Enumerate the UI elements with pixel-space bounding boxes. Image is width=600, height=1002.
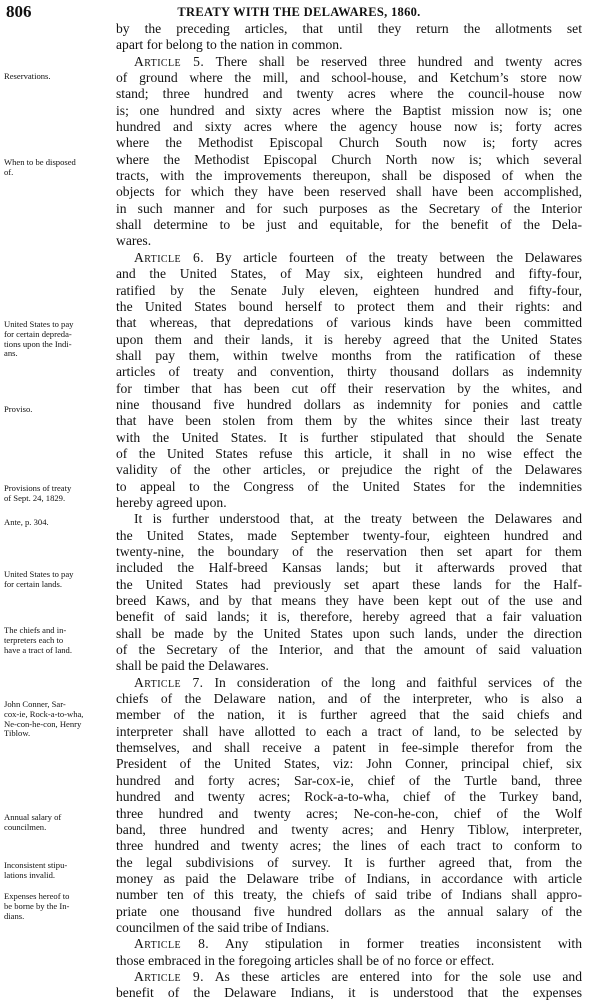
article-label: Article 7. <box>134 674 204 690</box>
line-text: themselves, and shall receive a patent in fee-simple therefor from the <box>116 740 582 756</box>
line-text: three hundred and twenty acres; the lines of each tract to conform to <box>116 838 582 854</box>
text-line <box>116 953 582 969</box>
text-line <box>116 201 582 217</box>
text-line <box>116 348 582 364</box>
line-text: the United States had previously set apart these lands for the Half- <box>116 576 582 592</box>
article-heading-line <box>116 675 582 691</box>
line-text: shall be made by the United States upon such lands, under the direction <box>116 625 582 641</box>
line-text: hereby agreed upon. <box>116 494 227 510</box>
page-header <box>6 2 592 22</box>
article-heading-line <box>116 969 582 985</box>
article-label: Article 8. <box>134 936 210 952</box>
margin-note-line: United States to pay <box>4 569 74 579</box>
margin-note-line: The chiefs and in- <box>4 625 67 635</box>
text-line <box>116 299 582 315</box>
margin-note-chiefs <box>4 626 112 655</box>
text-line <box>116 266 582 282</box>
margin-note-line: be borne by the In- <box>4 900 70 911</box>
margin-note-line: cox-ie, Rock-a-to-wha, <box>4 708 84 719</box>
line-text: hundred and sixty acres where the agency house now is; forty acres <box>116 119 582 135</box>
line-text: of ground where the mill, and school-house, and Ketchum’s store now <box>116 70 582 86</box>
text-line <box>116 642 582 658</box>
line-text: that whereas, that depredations of various kinds have been committed <box>116 315 582 331</box>
line-text: twenty-nine, the boundary of the reservation then set apart for them <box>116 544 582 559</box>
text-line <box>116 217 582 233</box>
margin-note-names <box>4 700 112 739</box>
line-text: interpreter shall have allotted to each a tract of land, to be selected by <box>116 723 582 739</box>
margin-note-line: Ne-con-he-con, Henry <box>4 718 82 729</box>
line-text: stand; three hundred and twenty acres where the council-house now <box>116 86 582 102</box>
margin-note-line: Provisions of treaty <box>4 483 72 493</box>
text-line <box>116 855 582 871</box>
text-line <box>116 577 582 593</box>
line-text: where the Methodist Episcopal Church North now is; which several <box>116 151 582 167</box>
line-text: priate one thousand five hundred dollars as the annual salary of the <box>116 903 582 919</box>
line-text: validity of the other articles, or prejudice the right of the Delawares <box>116 462 582 478</box>
text-line <box>116 904 582 920</box>
margin-note-line: tions upon the Indi- <box>4 338 72 349</box>
margin-note-inconsistent <box>4 861 112 881</box>
line-text: councilmen of the said tribe of Indians. <box>116 919 330 935</box>
line-text: shall pay them, within twelve months from the ratification of these <box>116 347 582 363</box>
line-text: As these articles are entered into for the sole use and <box>203 968 582 984</box>
line-text: apart for belong to the nation in common. <box>116 37 343 53</box>
text-line <box>116 609 582 625</box>
margin-note-line: ans. <box>4 348 18 359</box>
line-text: hundred and forty acres; Sar-cox-ie, chief of the Turtle band, three <box>116 772 582 788</box>
line-text: chiefs of the Delaware nation, and of the interpreter, who is also a <box>116 691 582 707</box>
text-line <box>116 479 582 495</box>
line-text: benefit of said lands; it is, therefore, hereby agreed that a fair valuation <box>116 609 582 625</box>
line-text: in such manner and for such purposes as the Secretary of the Interior <box>116 200 582 216</box>
text-line <box>116 152 582 168</box>
text-line <box>116 397 582 413</box>
line-text: ratified by the Senate July eleven, eighteen hundred and fifty-four, <box>116 282 582 298</box>
text-line <box>116 168 582 184</box>
line-text: band, three hundred and twenty acres; and Henry Tiblow, interpreter, <box>116 821 582 837</box>
text-line <box>116 822 582 838</box>
margin-note-ante <box>4 518 112 528</box>
line-text: articles of treaty and convention, thirty thousand dollars as indemnity <box>116 364 582 380</box>
line-text: upon them and their lands, it is hereby agreed that the United States <box>116 331 582 347</box>
margin-note-proviso <box>4 405 112 415</box>
text-line <box>116 724 582 740</box>
text-line <box>116 658 582 674</box>
article-label: Article 9. <box>134 968 204 984</box>
margin-note-line: councilmen. <box>4 821 47 832</box>
treaty-text-column <box>116 21 582 1002</box>
margin-note-line: lations invalid. <box>4 869 56 880</box>
margin-note-line: Ante, p. 304. <box>4 517 49 527</box>
article-label: Article 5. <box>134 53 205 69</box>
margin-note-reservations <box>4 72 112 82</box>
line-text: the United States, made September twenty-four, eighteen hundred and <box>116 527 582 543</box>
article-heading-line <box>116 250 582 266</box>
article-label: Article 6. <box>134 249 205 265</box>
text-line <box>116 462 582 478</box>
text-line <box>116 985 582 1001</box>
line-text: and the United States, of May six, eighteen hundred and fifty-four, <box>116 266 582 282</box>
text-line <box>116 37 582 53</box>
line-text: Any stipulation in former treaties inconsistent with <box>209 936 582 952</box>
text-line <box>116 21 582 37</box>
margin-note-depredations <box>4 320 112 359</box>
text-line <box>116 691 582 707</box>
margin-note-line: Annual salary of <box>4 812 62 822</box>
line-text: hundred and twenty acres; Rock-a-to-wha, chief of the Turkey band, <box>116 789 582 805</box>
line-text: In consideration of the long and faithful services of the <box>203 674 582 690</box>
line-text: of the United States refuse this article, it shall in no wise effect the <box>116 445 582 461</box>
margin-note-line: terpreters each to <box>4 634 64 645</box>
line-text: member of the nation, it is further agreed that the said chiefs and <box>116 707 582 723</box>
line-text: with the United States. It is further stipulated that should the Senate <box>116 429 582 445</box>
line-text: that have been stolen from them by the whites since their last treaty <box>116 413 582 429</box>
text-line <box>116 756 582 772</box>
line-text: nine thousand five hundred dollars as indemnity for ponies and cattle <box>116 396 582 412</box>
margin-note-line: United States to pay <box>4 319 74 329</box>
line-text: of the Secretary of the Interior, and that the amount of said valuation <box>116 642 582 658</box>
page-number: 806 <box>6 2 32 21</box>
line-text: where the Methodist Episcopal Church South now is; forty acres <box>116 135 582 151</box>
text-line <box>116 528 582 544</box>
text-line <box>116 119 582 135</box>
margin-note-line: Reservations. <box>4 71 51 81</box>
line-text: for timber that has been cut off their reservation by the whites, and <box>116 380 582 396</box>
text-line <box>116 430 582 446</box>
line-text: breed Kaws, and by that means they have been kept out of the use and <box>116 593 582 609</box>
line-text: by the preceding articles, that until they return the allotments set <box>116 21 582 36</box>
text-line <box>116 789 582 805</box>
line-text: President of the United States, viz: John Conner, principal chief, six <box>116 756 582 772</box>
margin-note-provisions-1829 <box>4 484 112 504</box>
text-line <box>116 740 582 756</box>
margin-note-line: of. <box>4 166 14 177</box>
text-line <box>116 806 582 822</box>
line-text: included the Half-breed Kansas lands; but it afterwards proved that <box>116 560 582 576</box>
line-text: shall determine to be just and equitable, for the benefit of the Dela- <box>116 217 582 233</box>
text-line <box>116 446 582 462</box>
text-line <box>116 626 582 642</box>
text-line <box>116 315 582 331</box>
margin-note-line: dians. <box>4 910 25 921</box>
text-line <box>116 381 582 397</box>
text-line <box>116 560 582 576</box>
line-text: It is further understood that, at the treaty between the Delawares and <box>134 511 582 527</box>
text-line <box>116 773 582 789</box>
text-line <box>116 135 582 151</box>
margin-note-lands <box>4 570 112 590</box>
line-text: benefit of the Delaware Indians, it is understood that the expenses <box>116 985 582 1001</box>
text-line <box>116 184 582 200</box>
margin-note-expenses <box>4 892 112 921</box>
margin-note-line: Proviso. <box>4 404 33 414</box>
text-line <box>116 86 582 102</box>
text-line <box>116 920 582 936</box>
article-heading-line <box>116 936 582 952</box>
margin-note-line: When to be disposed <box>4 157 76 167</box>
margin-note-line: of Sept. 24, 1829. <box>4 492 66 503</box>
line-text: three hundred and twenty acres; Ne-con-he-con, chief of the Wolf <box>116 805 582 821</box>
line-text: is; one hundred and sixty acres where the Baptist mission now is; one <box>116 102 582 118</box>
text-line <box>116 332 582 348</box>
text-line <box>116 364 582 380</box>
margin-note-line: John Conner, Sar- <box>4 699 66 709</box>
line-text: number ten of this treaty, the chiefs of said tribe of Indians shall appro- <box>116 887 582 903</box>
line-text: the United States bound herself to protect them and their rights: and <box>116 298 582 314</box>
text-line <box>116 871 582 887</box>
line-text: to appeal to the Congress of the United States for the indemnities <box>116 478 582 494</box>
text-line <box>116 511 582 527</box>
line-text: There shall be reserved three hundred and twenty acres <box>204 53 582 69</box>
margin-note-line: for certain depreda- <box>4 328 72 339</box>
line-text: the legal subdivisions of survey. It is further agreed that, from the <box>116 854 582 870</box>
line-text: By article fourteen of the treaty between the Delawares <box>204 249 582 265</box>
line-text: objects for which they have been reserved shall have been accomplished, <box>116 184 582 200</box>
line-text: tracts, with the improvements thereupon, shall be disposed of when the <box>116 168 582 184</box>
line-text: shall be paid the Delawares. <box>116 658 269 674</box>
article-heading-line <box>116 54 582 70</box>
text-line <box>116 413 582 429</box>
text-line <box>116 70 582 86</box>
margin-note-line: Inconsistent stipu- <box>4 860 68 870</box>
text-line <box>116 103 582 119</box>
line-text: those embraced in the foregoing articles shall be of no force or effect. <box>116 952 495 968</box>
line-text: wares. <box>116 233 152 249</box>
text-line <box>116 887 582 903</box>
text-line <box>116 233 582 249</box>
text-line <box>116 707 582 723</box>
margin-note-line: have a tract of land. <box>4 644 72 655</box>
running-title: TREATY WITH THE DELAWARES, 1860. <box>177 5 421 19</box>
margin-note-salary <box>4 813 112 833</box>
line-text: money as paid the Delaware tribe of Indians, in accordance with article <box>116 870 582 886</box>
text-line <box>116 283 582 299</box>
text-line <box>116 495 582 511</box>
margin-note-line: Tiblow. <box>4 728 31 739</box>
margin-note-line: Expenses hereof to <box>4 891 70 901</box>
text-line <box>116 544 582 560</box>
text-line <box>116 838 582 854</box>
margin-note-disposal <box>4 158 112 178</box>
margin-note-line: for certain lands. <box>4 578 62 589</box>
text-line <box>116 593 582 609</box>
